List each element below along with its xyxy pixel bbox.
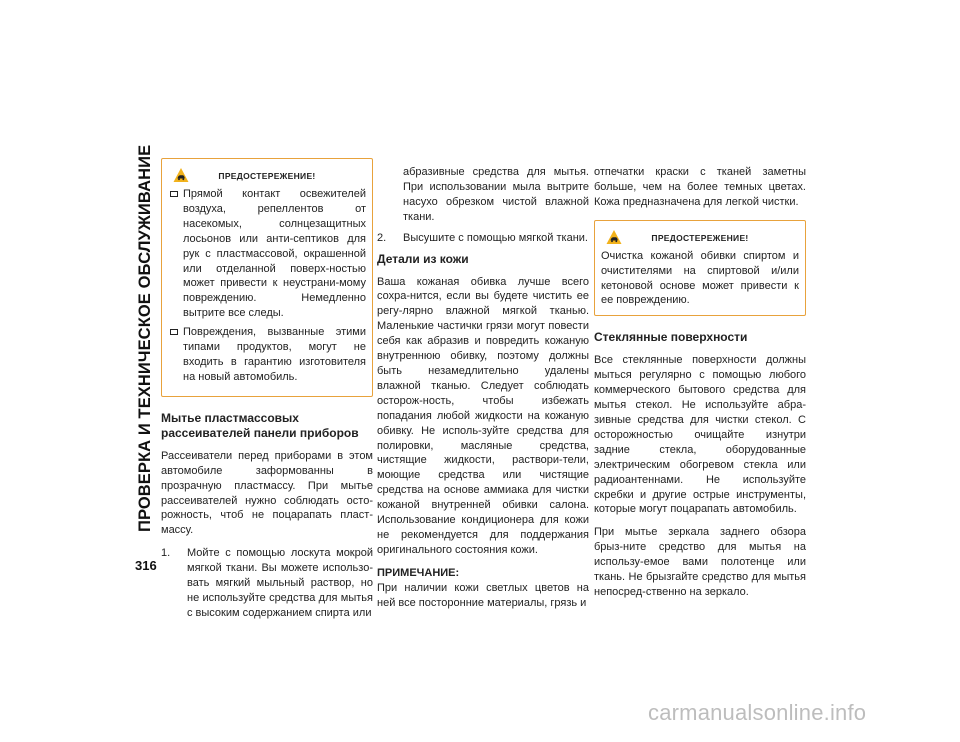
column-3 [594, 165, 806, 608]
side-section-title [136, 144, 154, 532]
heading-line: рассеивателей панели приборов [161, 425, 359, 440]
watermark: carmanualsonline.info [648, 700, 867, 725]
warning-title: ПРЕДОСТЕРЕЖЕНИЕ! [218, 171, 316, 181]
note-title: ПРИМЕЧАНИЕ: [377, 566, 460, 579]
warning-box-2 [594, 220, 806, 317]
warning-header [168, 165, 366, 187]
paragraph: Рассеиватели перед приборами в этом автомобиле заформованны в прозрачную пластмассу. При мытье рассеивателей нужно соблюдать осто-рожность, чтоб не поцарапать пласт-массу. [161, 449, 373, 537]
warning-bullet-text: Прямой контакт освежителей воздуха, репеллентов от насекомых, солнцезащитных лосьонов или анти-септиков для рук с пластмассовой, окрашенной или отделанной поверх-ностью может привести к неустрани-мому повреждению. Немедленно вытрите все следы. [183, 188, 366, 320]
list-number: 2. [377, 231, 387, 244]
paragraph: Ваша кожаная обивка лучше всего сохра-нится, если вы будете чистить ее регу-лярно влажной мягкой тканью. Маленькие частички грязи могут повести себя как абразив и повредить кожаную внутреннюю обивку, поэтому должны быть незамедлительно удалены влажной тканью. Следует соблюдать осторож-ность, чтобы избежать попадания любой жидкости на кожаную обивку. Не исполь-зуйте средства для полировки, масляные средства, чистящие жидкости, раствори-тели, моющие средства или чистящие средства на основе аммиака для чистки кожаной внутренней обивки салона. Использование кондиционера для кожи не рекомендуется для поддержания оригинального состояния кожи. [377, 275, 589, 556]
list-text: Высушите с помощью мягкой ткани. [403, 231, 588, 244]
checkbox-bullet-icon [170, 329, 178, 335]
column-1 [161, 158, 373, 627]
list-text: Мойте с помощью лоскута мокрой мягкой ткани. Вы можете использо-вать мягкий мыльный раствор, но не используйте средства для мытья с высоким содержанием спирта или [187, 547, 373, 619]
section-heading-glass: Стеклянные поверхности [594, 330, 748, 345]
warning-car-icon [606, 229, 622, 245]
list-item-continued [377, 165, 589, 225]
warning-title: ПРЕДОСТЕРЕЖЕНИЕ! [651, 232, 749, 243]
side-section-title-text: ПРОВЕРКА И ТЕХНИЧЕСКОЕ ОБСЛУЖИВАНИЕ [136, 144, 154, 532]
warning-car-icon [173, 167, 189, 183]
section-heading-leather: Детали из кожи [377, 251, 469, 266]
list-item [161, 546, 373, 621]
paragraph: Все стеклянные поверхности должны мыться регулярно с помощью любого коммерческого бытового средства для мытья стекол. Не используйте абра-зивные средства для чистки стекол. С осторожностью очищайте изнутри задние стекла, оборудованные электрическим обогревом стекла или радиоантеннами. Не используйте скребки и другие острые инструменты, которые могут поцарапать автомобиль. [594, 354, 806, 516]
paragraph: отпечатки краски с тканей заметны больше, чем на более темных цветах. Кожа предназначена для легкой чистки. [594, 166, 806, 208]
warning-box-1 [161, 158, 373, 397]
list-number: 1. [161, 547, 171, 560]
section-heading-lens [161, 411, 373, 441]
list-text: абразивные средства для мытья. При использовании мыла вытрите насухо обрезком чистой влажной ткани. [403, 166, 589, 223]
warning-bullet [168, 325, 366, 385]
checkbox-bullet-icon [170, 191, 178, 197]
list-item [377, 231, 589, 246]
list-indent [377, 165, 403, 225]
note-text: При наличии кожи светлых цветов на ней все посторонние материалы, грязь и [377, 581, 589, 609]
column-2 [377, 165, 589, 618]
warning-bullet-text: Повреждения, вызванные этими типами продуктов, могут не входить в гарантию изготовителя на новый автомобиль. [183, 326, 366, 383]
warning-bullet [168, 187, 366, 321]
warning-text: Очистка кожаной обивки спиртом и очистителями на спиртовой и/или кетоновой основе может привести к ее повреждению. [601, 249, 799, 307]
page-number: 316 [135, 558, 157, 573]
warning-header [601, 227, 799, 249]
paragraph: При мытье зеркала заднего обзора брыз-ните средство для мытья на использу-емое вами полотенце или ткань. Не брызгайте средство для мытья непосред-ственно на зеркало. [594, 526, 806, 598]
heading-line: Мытье пластмассовых [161, 410, 299, 425]
